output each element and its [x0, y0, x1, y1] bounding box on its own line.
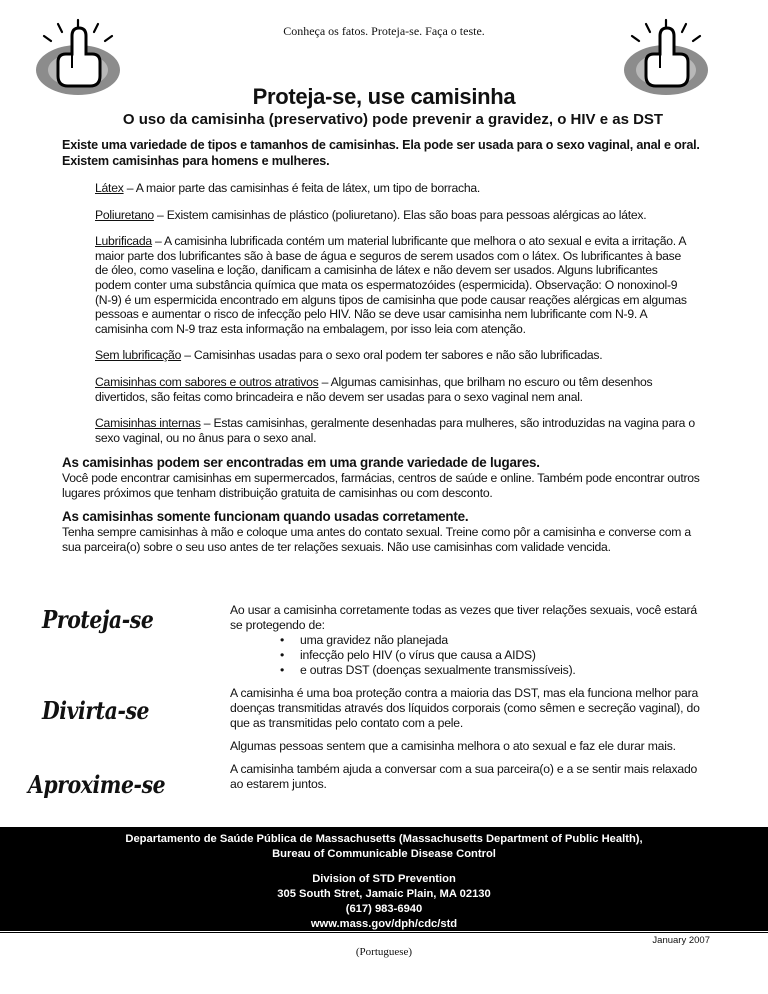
- correct-use-section: [62, 509, 702, 555]
- document-date: January 2007: [652, 935, 710, 946]
- section-body: Você pode encontrar camisinhas em supermercados, farmácias, centros de saúde e online. Também pode encontrar outros lugares próximos que tenham distribuição gratuita de camisinhas ou com desconto.: [62, 471, 700, 501]
- page-title: Proteja-se, use camisinha: [252, 84, 516, 109]
- protection-list: [280, 633, 700, 678]
- type-term: Lubrificada: [95, 234, 152, 249]
- type-description: – A maior parte das camisinhas é feita de látex, um tipo de borracha.: [123, 181, 481, 195]
- footer-bureau: Bureau of Communicable Disease Control: [272, 848, 496, 860]
- benefits-column: [230, 603, 700, 800]
- footer-department: Departamento de Saúde Pública de Massachusetts (Massachusetts Department of Public Health),: [125, 833, 643, 845]
- type-description: – A camisinha lubrificada contém um material lubrificante que melhora o ato sexual e evita a irritação. A maior parte dos lubrificantes são à base de água e seguros de serem usados com o látex. Os lubrificantes à base de óleo, como vaselina e loção, danificam a camisinha de látex e não devem ser usados. Alguns lubrificantes podem conter uma substância química que mata os espermatozóides (espermicida). Observação: O nonoxinol-9 (N-9) é um espermicida encontrado em alguns tipos de camisinha que pode causar reações alérgicas em algumas pessoas e aumentar o risco de infecção pelo HIV. Não se deve usar camisinha nem lubrificante com N-9. A camisinha com N-9 traz esta informação na embalagem, por isso leia com atenção.: [95, 234, 687, 336]
- type-internal: [95, 416, 695, 445]
- section-heading: As camisinhas podem ser encontradas em uma grande variedade de lugares.: [62, 455, 540, 471]
- type-description: – Camisinhas usadas para o sexo oral podem ter sabores e não são lubrificadas.: [181, 348, 603, 363]
- type-novelty: [95, 375, 695, 404]
- type-term: Camisinhas com sabores e outros atrativos: [95, 374, 319, 389]
- side-word-fun: Divirta-se: [42, 696, 150, 725]
- list-item: • uma gravidez não planejada: [280, 633, 700, 648]
- where-to-find-section: [62, 455, 702, 501]
- fun-paragraph-2: Algumas pessoas sentem que a camisinha melhora o ato sexual e faz ele durar mais.: [230, 739, 676, 753]
- type-description: – Existem camisinhas de plástico (poliuretano). Elas são boas para pessoas alérgicas ao látex.: [153, 207, 647, 222]
- document-language: (Portuguese): [355, 946, 413, 958]
- side-word-closer: Aproxime-se: [28, 770, 166, 799]
- condom-types-list: [95, 181, 695, 445]
- footer-address: 305 South Stret, Jamaic Plain, MA 02130: [277, 888, 491, 900]
- main-content: [62, 137, 702, 565]
- type-term: Poliuretano: [95, 207, 154, 222]
- type-lubricated: [95, 234, 695, 336]
- fun-paragraph-1: A camisinha é uma boa proteção contra a maioria das DST, mas ela funciona melhor para doenças transmitidas através dos líquidos corporais (como sêmen e secreção vaginal), do que as transmitidas pelo contato com a pele.: [230, 686, 700, 730]
- type-latex: [95, 181, 695, 196]
- page-subtitle: O uso da camisinha (preservativo) pode prevenir a gravidez, o HIV e as DST: [122, 111, 664, 128]
- type-description: – Algumas camisinhas, que brilham no escuro ou têm desenhos divertidos, são feitas como brincadeira e não devem ser usadas para o sexo vaginal nem anal.: [95, 374, 653, 404]
- type-description: – Estas camisinhas, geralmente desenhadas para mulheres, são introduzidas na vagina para o sexo vaginal, ou no ânus para o sexo anal.: [95, 416, 695, 445]
- closer-paragraph: A camisinha também ajuda a conversar com a sua parceira(o) e a se sentir mais relaxado ao estarem juntos.: [230, 762, 698, 791]
- footer-phone: (617) 983-6940: [345, 903, 423, 915]
- footer-contact-block: [0, 827, 768, 931]
- header-tagline: Conheça os fatos. Proteja-se. Faça o teste.: [283, 24, 485, 38]
- type-term: Látex: [95, 181, 124, 195]
- footer-division: Division of STD Prevention: [312, 873, 456, 885]
- footer-divider: [0, 932, 768, 933]
- side-word-protect: Proteja-se: [42, 605, 154, 634]
- type-non-lubricated: [95, 348, 695, 363]
- protect-intro: Ao usar a camisinha corretamente todas as vezes que tiver relações sexuais, você estará se protegendo de:: [230, 603, 697, 632]
- list-item: • e outras DST (doenças sexualmente transmissíveis).: [280, 663, 700, 678]
- section-body: Tenha sempre camisinhas à mão e coloque uma antes do contato sexual. Treine como pôr a camisinha e converse com a sua parceira(o) sobre o seu uso antes de ter relações sexuais. Não use camisinhas com validade vencida.: [62, 524, 691, 554]
- list-item: • infecção pelo HIV (o vírus que causa a AIDS): [280, 648, 700, 663]
- section-heading: As camisinhas somente funcionam quando usadas corretamente.: [62, 508, 469, 524]
- type-term: Camisinhas internas: [95, 416, 201, 431]
- type-polyurethane: [95, 208, 695, 223]
- type-term: Sem lubrificação: [95, 348, 182, 363]
- intro-paragraph: Existe uma variedade de tipos e tamanhos de camisinhas. Ela pode ser usada para o sexo vaginal, anal e oral. Existem camisinhas para homens e mulheres.: [62, 138, 700, 168]
- footer-website: www.mass.gov/dph/cdc/std: [310, 918, 458, 930]
